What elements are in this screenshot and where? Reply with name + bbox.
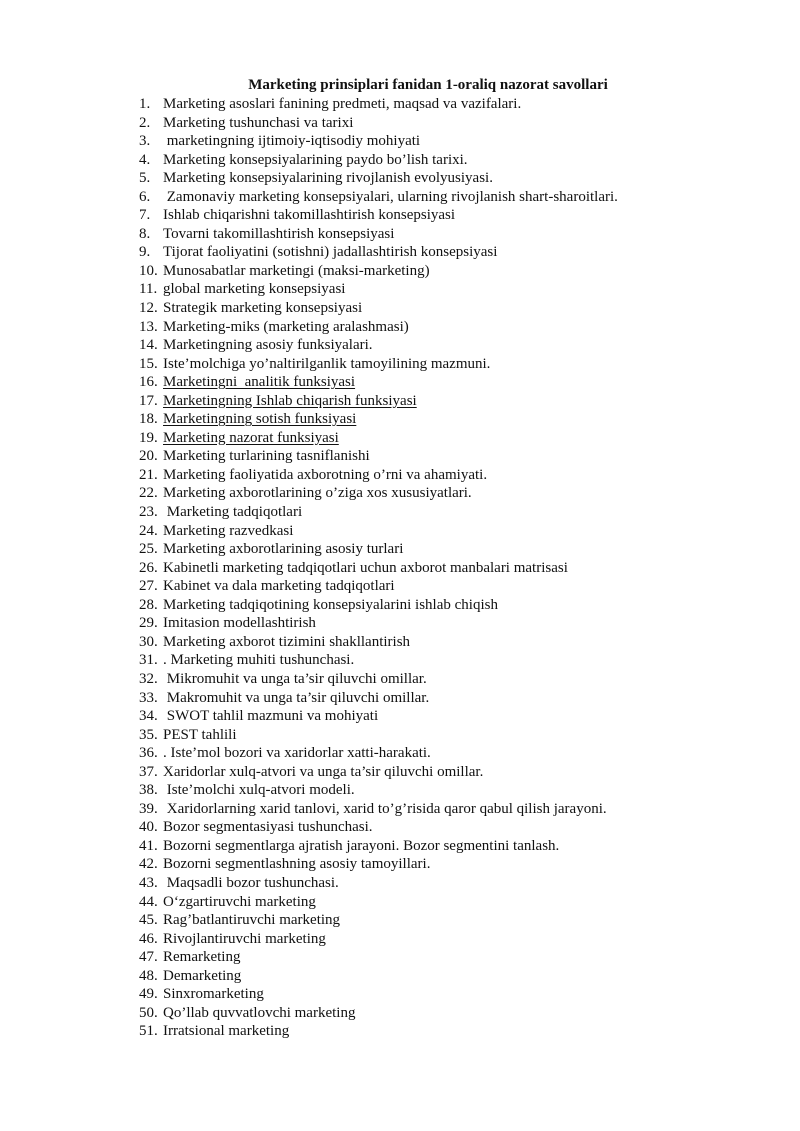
question-text: Xaridorlarning xarid tanlovi, xarid to’g’risida qaror qabul qilish jarayoni.	[163, 800, 607, 817]
question-item	[139, 299, 779, 318]
question-text: Rag’batlantiruvchi marketing	[163, 912, 341, 929]
question-item	[139, 744, 779, 763]
question-number: 14.	[139, 337, 158, 354]
question-number: 51.	[139, 1023, 158, 1040]
question-number: 2.	[139, 114, 151, 131]
question-text: Marketing axborot tizimini shakllantirish	[163, 633, 411, 650]
question-text: Iste’molchi xulq-atvori modeli.	[163, 782, 355, 799]
question-item	[139, 633, 779, 652]
question-list	[139, 95, 779, 1041]
question-number: 44.	[139, 893, 158, 910]
question-item	[139, 243, 779, 262]
question-text: global marketing konsepsiyasi	[163, 281, 346, 298]
question-text: Imitasion modellashtirish	[163, 615, 316, 632]
question-item	[139, 540, 779, 559]
question-text: Marketing konsepsiyalarining paydo bo’lish tarixi.	[163, 151, 468, 168]
question-item	[139, 132, 779, 151]
question-item	[139, 559, 779, 578]
question-number: 41.	[139, 837, 158, 854]
question-text: . Iste’mol bozori va xaridorlar xatti-harakati.	[163, 745, 431, 762]
question-number: 12.	[139, 300, 158, 317]
question-text: Marketing konsepsiyalarining rivojlanish evolyusiyasi.	[163, 170, 493, 187]
question-number: 49.	[139, 986, 158, 1003]
question-number: 27.	[139, 578, 158, 595]
question-text: Kabinetli marketing tadqiqotlari uchun axborot manbalari matrisasi	[163, 559, 568, 576]
question-item	[139, 689, 779, 708]
question-number: 9.	[139, 244, 151, 261]
question-item	[139, 1004, 779, 1023]
question-text: Iste’molchiga yo’naltirilganlik tamoyilining mazmuni.	[163, 355, 491, 372]
question-item	[139, 336, 779, 355]
question-item	[139, 577, 779, 596]
question-number: 20.	[139, 448, 158, 465]
question-text: Marketingning Ishlab chiqarish funksiyasi	[163, 392, 417, 409]
question-number: 42.	[139, 856, 158, 873]
question-text: Bozor segmentasiyasi tushunchasi.	[163, 819, 373, 836]
question-item	[139, 225, 779, 244]
question-text: Bozorni segmentlashning asosiy tamoyillari.	[163, 856, 431, 873]
question-text: Marketing axborotlarining asosiy turlari	[163, 541, 404, 558]
question-item	[139, 429, 779, 448]
question-item	[139, 95, 779, 114]
question-item	[139, 447, 779, 466]
question-number: 6.	[139, 188, 151, 205]
question-item	[139, 837, 779, 856]
question-text: Strategik marketing konsepsiyasi	[163, 300, 363, 317]
question-number: 11.	[139, 281, 158, 298]
question-text: Rivojlantiruvchi marketing	[163, 930, 326, 947]
question-item	[139, 392, 779, 411]
question-number: 31.	[139, 652, 158, 669]
question-text: O‘zgartiruvchi marketing	[163, 893, 316, 910]
document-title: Marketing prinsiplari fanidan 1-oraliq nazorat savollari	[248, 77, 608, 93]
question-item	[139, 355, 779, 374]
question-item	[139, 318, 779, 337]
question-item	[139, 763, 779, 782]
question-number: 35.	[139, 726, 158, 743]
question-number: 43.	[139, 874, 158, 891]
question-number: 29.	[139, 615, 158, 632]
question-number: 40.	[139, 819, 158, 836]
question-item	[139, 262, 779, 281]
question-number: 1.	[139, 96, 151, 112]
question-item	[139, 596, 779, 615]
question-item	[139, 893, 779, 912]
question-text: Marketing turlarining tasniflanishi	[163, 448, 370, 465]
question-text: Marketingning sotish funksiyasi	[163, 411, 357, 428]
question-number: 16.	[139, 374, 158, 391]
question-number: 24.	[139, 522, 158, 539]
question-number: 37.	[139, 763, 158, 780]
question-number: 22.	[139, 485, 158, 502]
question-item	[139, 410, 779, 429]
question-item	[139, 651, 779, 670]
question-item	[139, 911, 779, 930]
question-item	[139, 985, 779, 1004]
question-item	[139, 930, 779, 949]
question-number: 45.	[139, 912, 158, 929]
question-text: SWOT tahlil mazmuni va mohiyati	[163, 708, 379, 725]
question-number: 4.	[139, 151, 151, 168]
question-item	[139, 280, 779, 299]
question-text: Munosabatlar marketingi (maksi-marketing)	[163, 262, 430, 279]
question-text: Marketingni analitik funksiyasi	[163, 374, 356, 391]
question-item	[139, 503, 779, 522]
question-item	[139, 484, 779, 503]
question-item	[139, 967, 779, 986]
question-text: Kabinet va dala marketing tadqiqotlari	[163, 578, 395, 595]
question-item	[139, 948, 779, 967]
question-text: Ishlab chiqarishni takomillashtirish konsepsiyasi	[163, 207, 456, 224]
question-text: Marketing nazorat funksiyasi	[163, 429, 339, 446]
question-number: 38.	[139, 782, 158, 799]
question-number: 25.	[139, 541, 158, 558]
question-number: 3.	[139, 133, 151, 150]
question-text: Marketing razvedkasi	[163, 522, 294, 539]
question-number: 8.	[139, 225, 151, 242]
question-number: 5.	[139, 170, 151, 187]
question-text: Demarketing	[163, 967, 242, 984]
question-number: 13.	[139, 318, 158, 335]
question-text: Bozorni segmentlarga ajratish jarayoni. Bozor segmentini tanlash.	[163, 837, 560, 854]
question-item	[139, 855, 779, 874]
question-item	[139, 670, 779, 689]
question-number: 28.	[139, 596, 158, 613]
question-number: 39.	[139, 800, 158, 817]
question-number: 19.	[139, 429, 158, 446]
question-text: Maqsadli bozor tushunchasi.	[163, 874, 339, 891]
question-item	[139, 874, 779, 893]
question-number: 21.	[139, 466, 158, 483]
question-text: Irratsional marketing	[163, 1023, 290, 1040]
question-number: 30.	[139, 633, 158, 650]
question-item	[139, 373, 779, 392]
question-item	[139, 466, 779, 485]
question-text: Tovarni takomillashtirish konsepsiyasi	[163, 225, 395, 242]
question-text: Marketing faoliyatida axborotning o’rni va ahamiyati.	[163, 466, 488, 483]
question-text: Marketing-miks (marketing aralashmasi)	[163, 318, 409, 335]
question-item	[139, 614, 779, 633]
question-number: 18.	[139, 411, 158, 428]
question-item	[139, 169, 779, 188]
question-text: Tijorat faoliyatini (sotishni) jadallashtirish konsepsiyasi	[163, 244, 498, 261]
question-number: 7.	[139, 207, 151, 224]
question-text: Marketing tushunchasi va tarixi	[163, 114, 354, 131]
question-text: PEST tahlili	[163, 726, 237, 743]
question-item	[139, 188, 779, 207]
question-number: 34.	[139, 708, 158, 725]
question-item	[139, 818, 779, 837]
question-number: 46.	[139, 930, 158, 947]
question-number: 15.	[139, 355, 158, 372]
question-number: 17.	[139, 392, 158, 409]
question-item	[139, 114, 779, 133]
question-item	[139, 206, 779, 225]
question-item	[139, 707, 779, 726]
question-text: Sinxromarketing	[163, 986, 264, 1003]
question-number: 23.	[139, 504, 158, 521]
question-item	[139, 726, 779, 745]
question-text: . Marketing muhiti tushunchasi.	[163, 652, 355, 669]
question-text: Makromuhit va unga ta’sir qiluvchi omillar.	[163, 689, 430, 706]
question-item	[139, 151, 779, 170]
question-text: Qo’llab quvvatlovchi marketing	[163, 1004, 356, 1021]
question-number: 33.	[139, 689, 158, 706]
question-text: Marketing tadqiqotining konsepsiyalarini ishlab chiqish	[163, 596, 498, 613]
question-item	[139, 781, 779, 800]
question-text: Marketingning asosiy funksiyalari.	[163, 337, 373, 354]
question-item	[139, 800, 779, 819]
question-number: 47.	[139, 949, 158, 966]
question-number: 50.	[139, 1004, 158, 1021]
question-text: Marketing asoslari fanining predmeti, maqsad va vazifalari.	[163, 96, 522, 112]
question-number: 32.	[139, 670, 158, 687]
question-number: 10.	[139, 262, 158, 279]
question-text: Xaridorlar xulq-atvori va unga ta’sir qiluvchi omillar.	[163, 763, 484, 780]
question-number: 26.	[139, 559, 158, 576]
question-text: Remarketing	[163, 949, 241, 966]
question-text: Zamonaviy marketing konsepsiyalari, ularning rivojlanish shart-sharoitlari.	[163, 188, 618, 205]
question-text: Marketing axborotlarining o’ziga xos xususiyatlari.	[163, 485, 472, 502]
question-text: Mikromuhit va unga ta’sir qiluvchi omillar.	[163, 670, 427, 687]
question-item	[139, 1022, 779, 1041]
question-item	[139, 522, 779, 541]
question-text: Marketing tadqiqotlari	[163, 504, 303, 521]
question-number: 36.	[139, 745, 158, 762]
question-number: 48.	[139, 967, 158, 984]
question-text: marketingning ijtimoiy-iqtisodiy mohiyati	[163, 133, 421, 150]
